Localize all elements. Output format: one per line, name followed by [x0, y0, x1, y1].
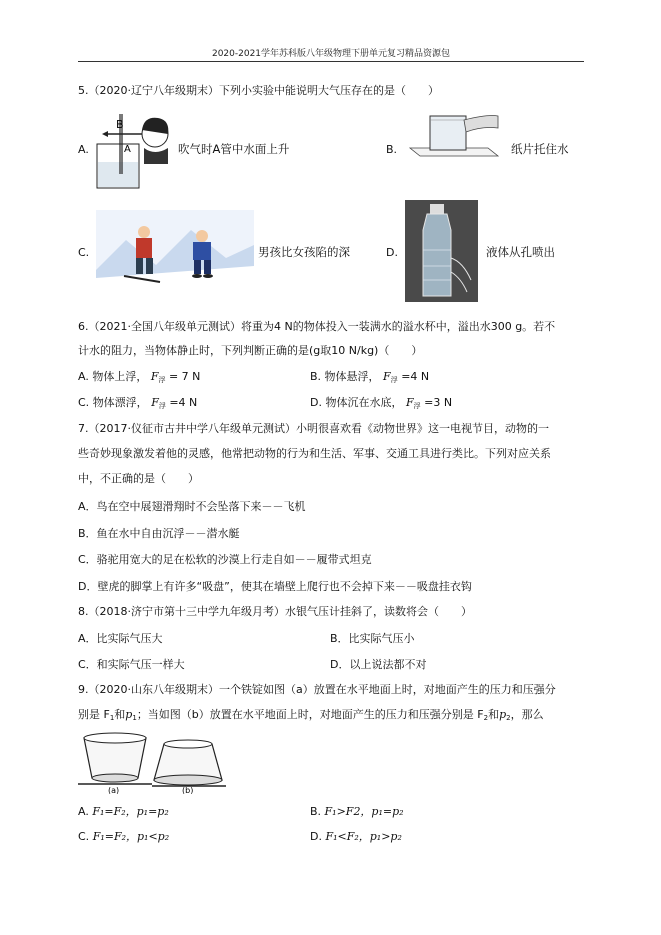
q6-option-a-text: 物体上浮， — [92, 370, 148, 383]
q9-option-b — [310, 805, 404, 819]
q6-option-b-value: =4 N — [401, 370, 430, 383]
q6-option-c — [78, 396, 197, 413]
page-header: 2020-2021学年苏科版八年级物理下册单元复习精品资源包 — [211, 49, 451, 59]
q8-stem: 8.（2018·济宁市第十三中学九年级月考）水银气压计挂斜了，读数将会（ ） — [78, 605, 472, 618]
q6-option-c-subscript: 浮 — [158, 402, 166, 410]
figure-label-a: (a) — [108, 786, 120, 794]
q7-option-c: C．骆驼用宽大的足在松软的沙漠上行走自如－－履带式坦克 — [78, 553, 372, 566]
iron-ingot-figure — [78, 728, 228, 794]
q6-option-b-subscript: 浮 — [390, 376, 398, 384]
q7-option-a: A．鸟在空中展翅滑翔时不会坠落下来－－飞机 — [78, 500, 306, 513]
q6-option-a — [78, 370, 200, 387]
q6-option-a-letter: A. — [78, 370, 89, 383]
q6-option-d-text: 物体沉在水底， — [325, 396, 403, 409]
q9-option-d — [310, 830, 402, 844]
q6-option-c-value: =4 N — [169, 396, 198, 409]
label-b: B — [116, 118, 124, 131]
q6-option-c-force-symbol: F — [151, 396, 159, 409]
q9-stem-line2: 别是 $F_1$和$p_1$；当如图（b）放置在水平地面上时，对地面产生的压力和压强分别是 $F_2$和$p_2$，那么 — [78, 708, 544, 722]
q6-option-b-force-symbol: F — [383, 370, 391, 383]
q9-stem-seg-d: 和 — [488, 708, 500, 721]
q9-stem-seg-c: ；当如图（b）放置在水平地面上时，对地面产生的压力和压强分别是 F — [136, 708, 484, 721]
q6-option-a-force-symbol: F — [150, 370, 159, 383]
q9-option-d-letter: D. — [310, 830, 322, 843]
q5-option-a-caption: 吹气时A管中水面上升 — [178, 142, 290, 156]
q8-option-b: B．比实际气压小 — [330, 632, 415, 645]
paper-holds-water-figure — [408, 110, 500, 158]
q6-option-d — [310, 396, 452, 413]
q6-option-d-subscript: 浮 — [413, 402, 421, 410]
q8-option-a: A．比实际气压大 — [78, 632, 163, 645]
q5-option-c-caption: 男孩比女孩陷的深 — [258, 245, 350, 259]
q7-stem-line3: 中，不正确的是（ ） — [78, 472, 199, 485]
q6-option-d-letter: D. — [310, 396, 322, 409]
q9-option-c-text: F₁=F₂，p₁<p₂ — [92, 830, 170, 843]
q9-stem-seg-b: 和 — [114, 708, 126, 721]
q5-option-c-letter: C. — [78, 246, 90, 259]
q9-stem-line1: 9.（2020·山东八年级期末）一个铁锭如图（a）放置在水平地面上时，对地面产生的压力和压强分 — [78, 683, 556, 696]
q7-option-b: B．鱼在水中自由沉浮－－潜水艇 — [78, 527, 240, 540]
q5-option-b-letter: B. — [386, 143, 398, 156]
header-rule — [78, 61, 584, 62]
q5-stem: 5.（2020·辽宁八年级期末）下列小实验中能说明大气压存在的是（ ） — [78, 84, 439, 97]
q9-option-c-letter: C. — [78, 830, 90, 843]
q6-option-b-letter: B. — [310, 370, 322, 383]
q9-option-d-text: F₁<F₂，p₁>p₂ — [325, 830, 402, 843]
blowing-straw-figure — [92, 104, 174, 190]
q5-option-b-caption: 纸片托住水 — [511, 142, 569, 156]
q9-option-b-letter: B. — [310, 805, 322, 818]
q6-option-c-text: 物体漂浮， — [92, 396, 148, 409]
q9-option-a-letter: A. — [78, 805, 89, 818]
label-a: A — [124, 144, 131, 155]
q9-stem-seg-e: ，那么 — [510, 708, 544, 721]
q6-option-b-text: 物体悬浮， — [324, 370, 380, 383]
q9-option-a — [78, 805, 169, 819]
q6-option-d-force-symbol: F — [405, 396, 414, 409]
q9-stem-seg-a: 别是 F — [78, 708, 110, 721]
q9-option-a-text: F₁=F₂，p₁=p₂ — [92, 805, 169, 818]
q9-option-b-text: F₁>F2，p₁=p₂ — [324, 805, 404, 818]
q8-option-c: C．和实际气压一样大 — [78, 658, 185, 671]
q6-option-a-value: = 7 N — [168, 370, 201, 383]
q7-stem-line1: 7.（2017·仪征市古井中学八年级单元测试）小明很喜欢看《动物世界》这一电视节目，动物的一 — [78, 422, 549, 435]
q8-option-d: D．以上说法都不对 — [330, 658, 427, 671]
q7-stem-line2: 些奇妙现象激发着他的灵感，他常把动物的行为和生活、军事、交通工具进行类比。下列对应关系 — [78, 447, 551, 460]
q9-option-c — [78, 830, 169, 844]
skiing-figure — [96, 210, 254, 286]
q6-stem-line1: 6.（2021·全国八年级单元测试）将重为4 N的物体投入一装满水的溢水杯中，溢出水300 g。若不 — [78, 320, 556, 333]
q5-option-d-letter: D. — [386, 246, 398, 259]
bottle-holes-figure — [405, 200, 478, 302]
q5-option-d-caption: 液体从孔喷出 — [486, 245, 555, 259]
q7-option-d: D．壁虎的脚掌上有许多“吸盘”，使其在墙壁上爬行也不会掉下来－－吸盘挂衣钩 — [78, 580, 472, 593]
q6-stem-line2: 计水的阻力，当物体静止时，下列判断正确的是(g取10 N/kg)（ ） — [78, 344, 423, 357]
q5-option-a-letter: A. — [78, 143, 89, 156]
figure-label-b: (b) — [182, 786, 194, 794]
q6-option-a-subscript: 浮 — [158, 376, 166, 384]
q6-option-c-letter: C. — [78, 396, 90, 409]
q6-option-b — [310, 370, 429, 387]
q6-option-d-value: =3 N — [424, 396, 453, 409]
